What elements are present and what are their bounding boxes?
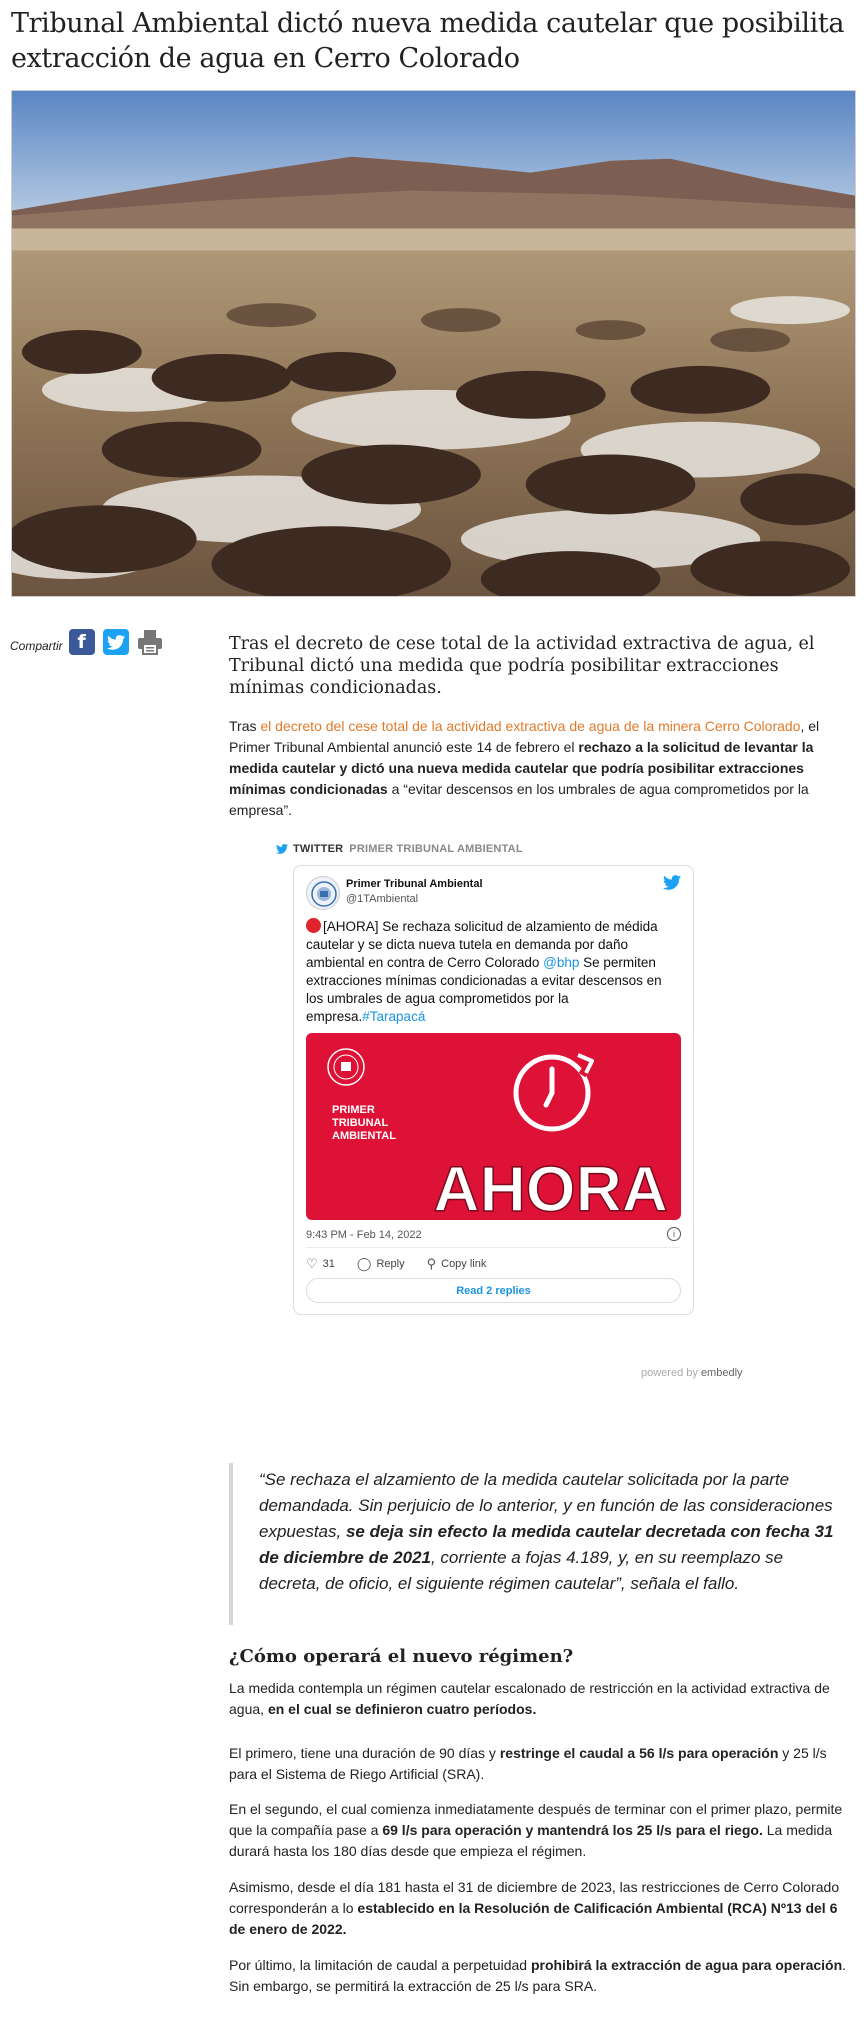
twitter-share-button[interactable] xyxy=(103,629,129,655)
para-bold: restringe el caudal a 56 l/s para operación xyxy=(499,1745,779,1761)
avatar[interactable] xyxy=(306,876,340,910)
intro-paragraph xyxy=(229,716,849,821)
like-count: 31 xyxy=(322,1258,335,1270)
heart-icon: ♡ xyxy=(306,1256,318,1271)
copy-link-button[interactable] xyxy=(427,1256,487,1272)
tweet-author-name[interactable]: Primer Tribunal Ambiental xyxy=(346,878,483,890)
para-text: La medida durará hasta los 180 días desde que empieza el régimen. xyxy=(229,1822,833,1859)
intro-text: , el Primer Tribunal Ambiental anunció este 14 de febrero el xyxy=(229,718,820,755)
facebook-icon: f xyxy=(77,631,86,653)
embedly-brand: embedly xyxy=(700,1367,743,1379)
para-text: El primero, tiene una duración de 90 días y xyxy=(229,1745,500,1761)
decree-link[interactable]: el decreto del cese total de la actividad extractiva de agua de la minera Cerro Colorado xyxy=(260,718,801,734)
like-button[interactable] xyxy=(306,1256,335,1272)
hashtag-link[interactable]: #Tarapacá xyxy=(362,1009,426,1024)
para-text: En el segundo, el cual comienza inmediatamente después de terminar con el primer plazo, permite que la compañía pase a xyxy=(229,1801,843,1838)
copy-link-label: Copy link xyxy=(441,1258,487,1270)
embed-provider: TWITTER xyxy=(293,843,344,855)
intro-bold: rechazo a la solicitud de levantar la medida cautelar y dictó una nueva medida cautelar que podría posibilitar extracciones mínimas condicionadas xyxy=(229,739,814,797)
red-circle-icon xyxy=(306,918,321,933)
print-button[interactable] xyxy=(137,629,163,655)
reply-icon: ◯ xyxy=(356,1256,372,1271)
quote-bold: se deja sin efecto la medida cautelar decretada con fecha 31 de diciembre de 2021 xyxy=(259,1522,834,1567)
reply-button[interactable] xyxy=(357,1256,405,1272)
twitter-icon xyxy=(107,635,125,650)
share-bar xyxy=(10,627,171,657)
clock-icon xyxy=(516,1055,592,1129)
embed-powered-by[interactable] xyxy=(641,1367,743,1379)
para-bold: establecido en la Resolución de Calificación Ambiental (RCA) Nº13 del 6 de enero de 2022. xyxy=(229,1900,838,1937)
tweet-text-part: Se permiten extracciones mínimas condicionadas a evitar descensos en los umbrales de agua comprometidos por la empresa. xyxy=(306,955,662,1024)
para-text: La medida contempla un régimen cautelar escalonado de restricción en la actividad extractiva de agua, xyxy=(229,1680,830,1717)
twitter-bird-icon[interactable] xyxy=(663,875,681,895)
intro-text: Tras xyxy=(229,718,261,734)
tweet-author-handle[interactable]: @1TAmbiental xyxy=(346,893,419,905)
media-line-3: AMBIENTAL xyxy=(332,1130,396,1142)
tweet-media[interactable] xyxy=(306,1033,681,1220)
divider xyxy=(306,1247,681,1248)
tweet-timestamp[interactable]: 9:43 PM - Feb 14, 2022 xyxy=(306,1229,422,1241)
section-paragraph-5 xyxy=(229,1955,849,1997)
tweet-text-part: [AHORA] Se rechaza solicitud de alzamiento de médida cautelar y se dicta nueva tutela en demanda por daño ambiental en contra de Cerro Colorado xyxy=(306,919,658,970)
para-text: y 25 l/s para el Sistema de Riego Artificial (SRA). xyxy=(229,1745,827,1782)
embed-header xyxy=(276,843,523,855)
embed-source[interactable]: PRIMER TRIBUNAL AMBIENTAL xyxy=(349,843,523,855)
quote-text: , corriente a fojas 4.189, y, en su reemplazo se decreta, de oficio, el siguiente régimen cautelar”, señala el fallo. xyxy=(259,1548,784,1593)
media-big-text: AHORA xyxy=(433,1153,668,1220)
ahora-graphic xyxy=(306,1033,681,1220)
para-bold: en el cual se definieron cuatro períodos. xyxy=(267,1701,537,1717)
print-icon xyxy=(137,629,163,655)
seal-icon xyxy=(307,877,341,911)
para-text: Por último, la limitación de caudal a perpetuidad xyxy=(229,1957,531,1973)
mention-link[interactable]: @bhp xyxy=(543,955,580,970)
section-heading: ¿Cómo operará el nuevo régimen? xyxy=(229,1646,574,1667)
info-icon[interactable]: i xyxy=(667,1227,681,1241)
tweet-text xyxy=(306,918,681,1026)
read-replies-button[interactable]: Read 2 replies xyxy=(306,1278,681,1303)
reply-label: Reply xyxy=(376,1258,405,1270)
section-paragraph-3 xyxy=(229,1799,849,1862)
tweet-actions xyxy=(306,1256,508,1272)
landscape-illustration xyxy=(12,91,855,596)
hero-image xyxy=(11,90,856,597)
para-text: . Sin embargo, se permitirá la extracción de 25 l/s para SRA. xyxy=(229,1957,847,1994)
para-bold: 69 l/s para operación y mantendrá los 25 l/s para el riego. xyxy=(382,1822,763,1838)
para-text: Asimismo, desde el día 181 hasta el 31 de diciembre de 2023, las restricciones de Cerro Colorado corresponderán a lo xyxy=(229,1879,840,1916)
section-paragraph-2 xyxy=(229,1743,849,1785)
media-line-2: TRIBUNAL xyxy=(332,1117,389,1129)
blockquote xyxy=(229,1463,849,1625)
quote-text: “Se rechaza el alzamiento de la medida cautelar solicitada por la parte demandada. Sin perjuicio de lo anterior, y en función de las consideraciones expuestas, xyxy=(259,1470,833,1541)
article-title: Tribunal Ambiental dictó nueva medida cautelar que posibilita extracción de agua en Cerro Colorado xyxy=(11,8,845,74)
tweet-card[interactable] xyxy=(293,865,694,1315)
section-paragraph-1 xyxy=(229,1678,849,1720)
facebook-share-button[interactable] xyxy=(69,629,95,655)
media-line-1: PRIMER xyxy=(332,1104,375,1116)
link-icon: ⚲ xyxy=(426,1256,437,1271)
article-lead: Tras el decreto de cese total de la actividad extractiva de agua, el Tribunal dictó una medida que podría posibilitar extracciones mínimas condicionadas. xyxy=(229,634,815,698)
twitter-icon xyxy=(276,844,288,854)
para-bold: prohibirá la extracción de agua para operación xyxy=(530,1957,843,1973)
powered-text: powered by xyxy=(641,1367,701,1379)
intro-text: a “evitar descensos en los umbrales de agua comprometidos por la empresa”. xyxy=(229,781,809,818)
share-label: Compartir xyxy=(10,639,63,653)
section-paragraph-4 xyxy=(229,1877,849,1940)
